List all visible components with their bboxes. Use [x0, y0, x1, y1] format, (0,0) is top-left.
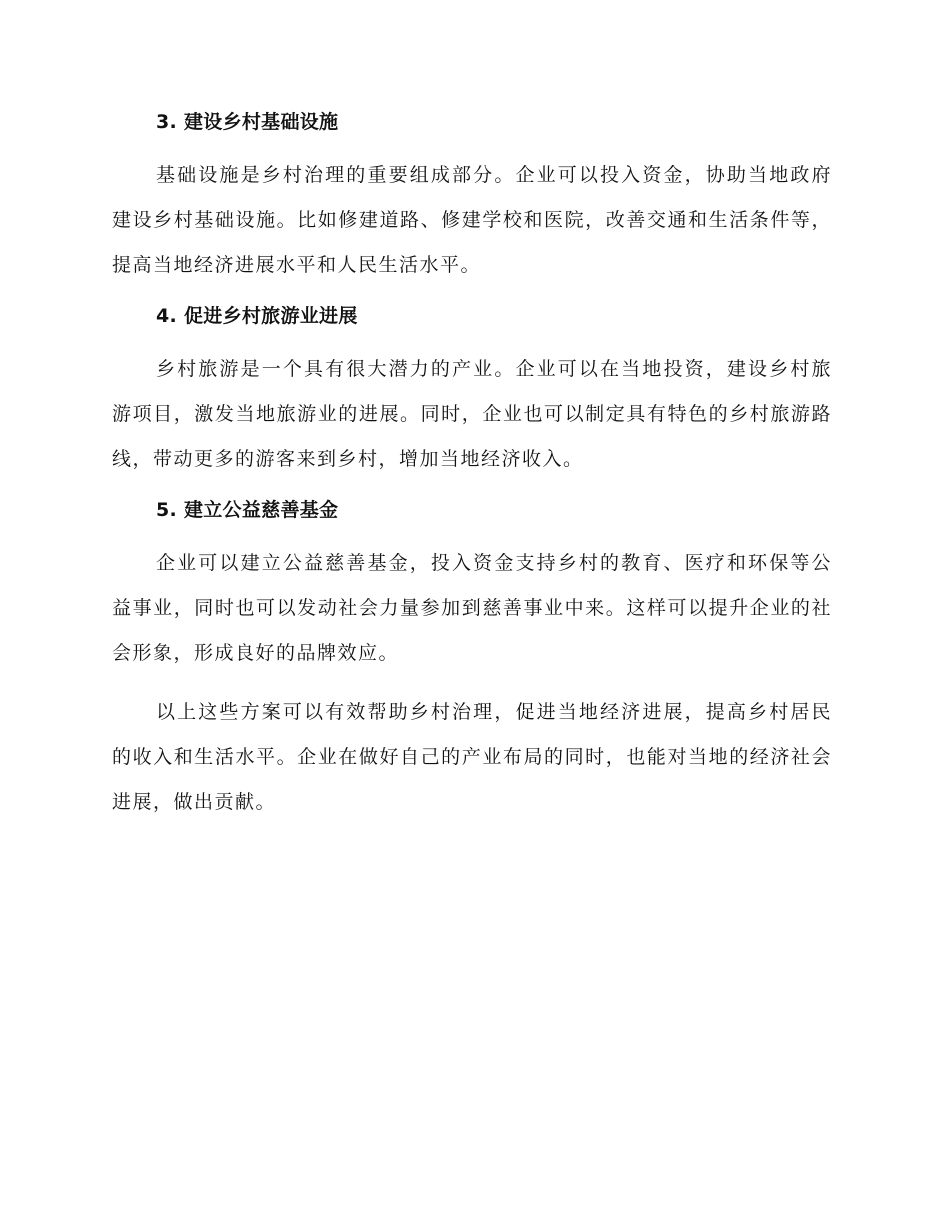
- section-paragraph: 基础设施是乡村治理的重要组成部分。企业可以投入资金，协助当地政府建设乡村基础设施。比如修建道路、修建学校和医院，改善交通和生活条件等，提高当地经济进展水平和人民生活水平。: [112, 164, 832, 276]
- section-paragraph: 企业可以建立公益慈善基金，投入资金支持乡村的教育、医疗和环保等公益事业，同时也可以发动社会力量参加到慈善事业中来。这样可以提升企业的社会形象，形成良好的品牌效应。: [112, 552, 832, 664]
- section-heading: 5. 建立公益慈善基金: [156, 499, 339, 521]
- closing-paragraph: 以上这些方案可以有效帮助乡村治理，促进当地经济进展，提高乡村居民的收入和生活水平。企业在做好自己的产业布局的同时，也能对当地的经济社会进展，做出贡献。: [112, 701, 832, 813]
- section-heading: 3. 建设乡村基础设施: [156, 111, 339, 133]
- document-page: [112, 108, 832, 839]
- section-charity-fund: [112, 496, 832, 676]
- section-heading: 4. 促进乡村旅游业进展: [156, 305, 358, 327]
- section-rural-tourism: [112, 302, 832, 482]
- section-paragraph: 乡村旅游是一个具有很大潜力的产业。企业可以在当地投资，建设乡村旅游项目，激发当地旅游业的进展。同时，企业也可以制定具有特色的乡村旅游路线，带动更多的游客来到乡村，增加当地经济收入。: [112, 358, 832, 470]
- section-infrastructure: [112, 108, 832, 288]
